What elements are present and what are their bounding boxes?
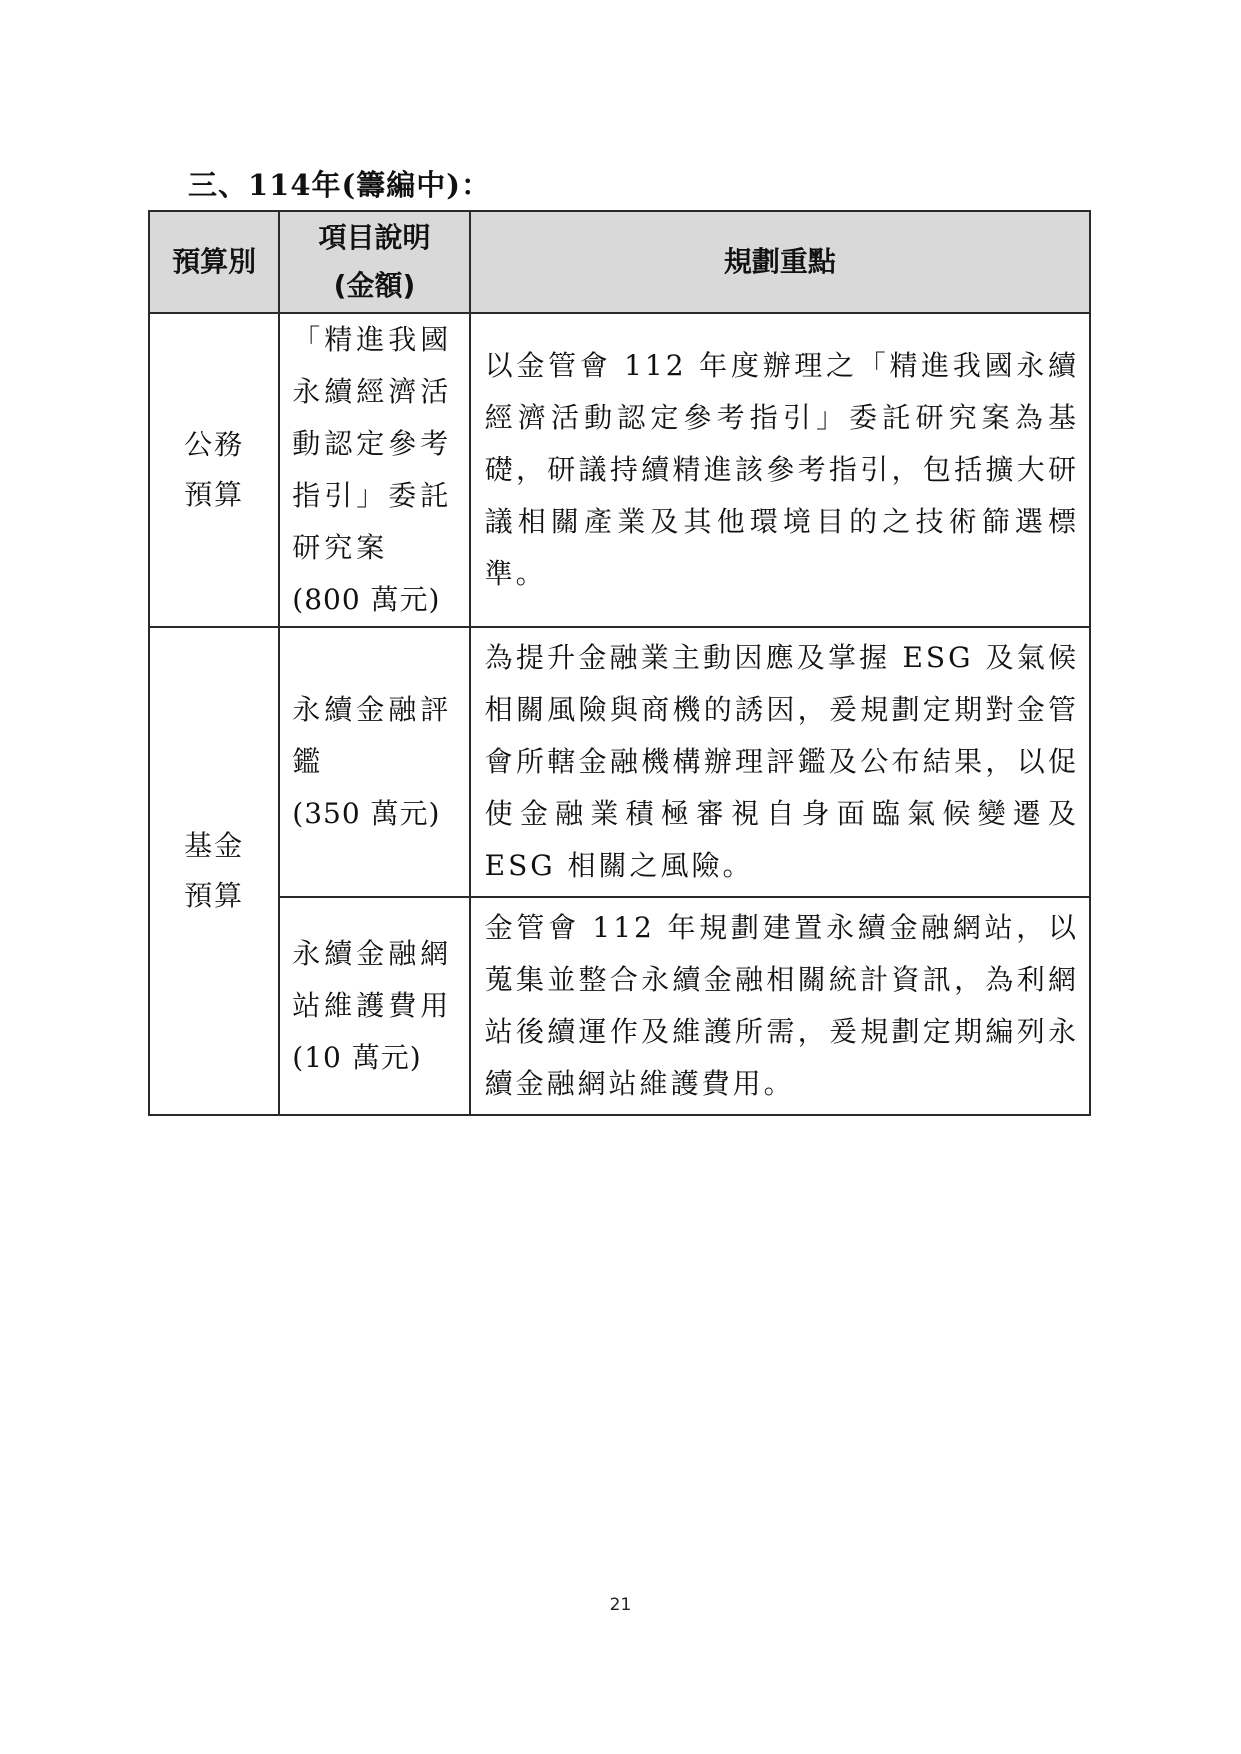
focus-cell: 為提升金融業主動因應及掌握 ESG 及氣候相關風險與商機的誘因，爰規劃定期對金管會所轄金融機構辦理評鑑及公布結果，以促使金融業積極審視自身面臨氣候變遷及 ESG 相關之風險。 [470,627,1090,897]
item-description: 永續金融網站維護費用 [292,937,453,1022]
header-budget-type: 預算別 [149,211,279,313]
item-cell [279,313,469,627]
table-row [149,897,1090,1115]
item-amount: (800 萬元) [292,583,441,616]
item-cell [279,897,469,1115]
budget-type-cell [149,627,279,1115]
budget-table [148,210,1091,1116]
budget-type-label: 基金預算 [184,829,245,912]
header-item-line1: 項目說明 [318,221,431,254]
budget-type-label: 公務預算 [184,428,245,511]
item-amount: (350 萬元) [292,797,441,830]
item-amount: (10 萬元) [292,1041,422,1074]
item-description: 「精進我國永續經濟活動認定參考指引」委託研究案 [292,323,453,564]
section-heading: 三、114年(籌編中)： [188,168,491,202]
item-description: 永續金融評鑑 [292,693,453,778]
header-item [279,211,469,313]
table-row [149,313,1090,627]
page-number: 21 [609,1595,632,1615]
focus-cell: 金管會 112 年規劃建置永續金融網站，以蒐集並整合永續金融相關統計資訊，為利網站後續運作及維護所需，爰規劃定期編列永續金融網站維護費用。 [470,897,1090,1115]
header-focus: 規劃重點 [470,211,1090,313]
budget-type-cell [149,313,279,627]
table-row [149,627,1090,897]
header-item-line2: (金額) [333,269,416,302]
table-header-row [149,211,1090,313]
focus-cell: 以金管會 112 年度辦理之「精進我國永續經濟活動認定參考指引」委託研究案為基礎，研議持續精進該參考指引，包括擴大研議相關產業及其他環境目的之技術篩選標準。 [470,313,1090,627]
item-cell [279,627,469,897]
